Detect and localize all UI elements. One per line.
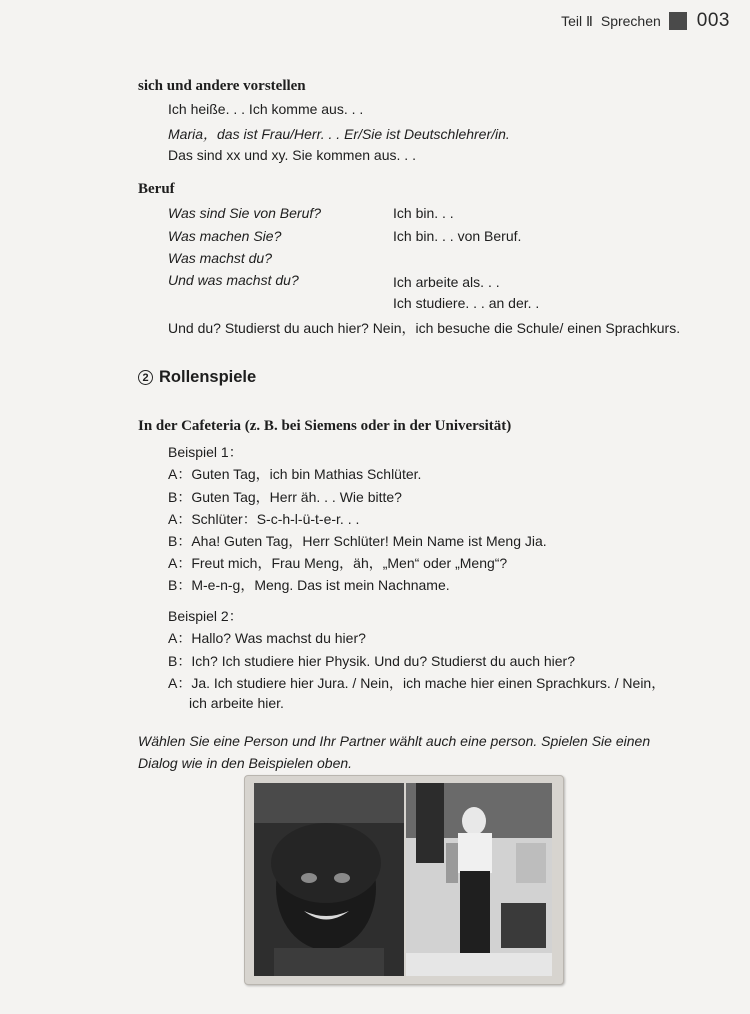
page-header <box>561 10 730 32</box>
section-title-text: Rollenspiele <box>159 368 257 386</box>
dialog-line: ich arbeite hier. <box>189 695 284 711</box>
beruf-closing: Und du? Studierst du auch hier? Nein，ich besuche die Schule/ einen Sprachkurs. <box>168 320 681 336</box>
beruf-answer: Ich bin. . . von Beruf. <box>393 228 522 244</box>
dialog-line: B：Ich? Ich studiere hier Physik. Und du? Studierst du auch hier? <box>168 653 575 669</box>
beruf-answer: Ich arbeite als. . . <box>393 274 500 290</box>
header-square-icon <box>669 12 687 30</box>
example2-label: Beispiel 2： <box>168 608 243 624</box>
section-number-icon: 2 <box>138 370 153 385</box>
dialog-line: B：Guten Tag，Herr äh. . . Wie bitte? <box>168 489 402 505</box>
dialog-line: A：Hallo? Was machst du hier? <box>168 630 366 646</box>
dialog-line: A：Ja. Ich studiere hier Jura. / Nein，ich mache hier einen Sprachkurs. / Nein， <box>168 675 666 691</box>
beruf-answer: Ich bin. . . <box>393 205 454 221</box>
dialog-line: A：Schlüter：S-c-h-l-ü-t-e-r. . . <box>168 511 360 527</box>
intro-line: Das sind xx und xy. Sie kommen aus. . . <box>168 147 416 163</box>
student-photo <box>406 783 552 976</box>
beruf-answer: Ich studiere. . . an der. . <box>393 295 540 311</box>
dialog-line: B：Aha! Guten Tag，Herr Schlüter! Mein Name ist Meng Jia. <box>168 533 547 549</box>
header-part: Teil Ⅱ <box>561 12 593 29</box>
intro-heading: sich und andere vorstellen <box>138 78 306 94</box>
beruf-question: Und was machst du? <box>168 272 299 288</box>
beruf-question: Was machen Sie? <box>168 228 282 244</box>
intro-line: Ich heiße. . . Ich komme aus. . . <box>168 101 364 117</box>
dialog-line: A：Freut mich，Frau Meng，äh，„Men“ oder „Meng“? <box>168 555 508 571</box>
cafeteria-heading: In der Cafeteria (z. B. bei Siemens oder in der Universität) <box>138 418 512 434</box>
photo-frame <box>244 775 564 985</box>
dialog-line: B：M-e-n-g，Meng. Das ist mein Nachname. <box>168 577 450 593</box>
example1-label: Beispiel 1： <box>168 444 243 460</box>
beruf-heading: Beruf <box>138 181 175 197</box>
dialog-line: A：Guten Tag，ich bin Mathias Schlüter. <box>168 466 422 482</box>
beruf-question: Was machst du? <box>168 250 273 266</box>
section-title <box>138 368 256 387</box>
instruction-line: Dialog wie in den Beispielen oben. <box>138 755 353 771</box>
intro-line: Maria，das ist Frau/Herr. . . Er/Sie ist Deutschlehrer/in. <box>168 126 510 142</box>
beruf-question: Was sind Sie von Beruf? <box>168 205 322 221</box>
page-number: 003 <box>696 10 730 31</box>
portrait-photo <box>254 783 404 976</box>
instruction-line: Wählen Sie eine Person und Ihr Partner wählt auch eine person. Spielen Sie einen <box>138 733 651 749</box>
header-section: Sprechen <box>600 13 661 29</box>
